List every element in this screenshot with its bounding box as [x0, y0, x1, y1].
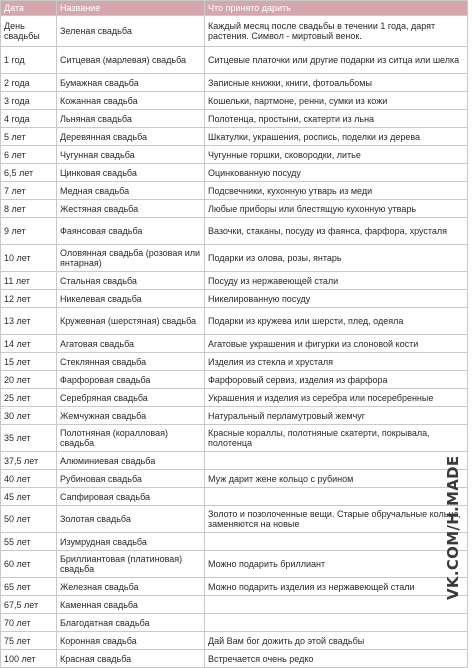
row-name-cell: Полотняная (коралловая) свадьба	[57, 425, 205, 452]
row-date-cell: 4 года	[1, 110, 57, 128]
row-date-cell: 8 лет	[1, 200, 57, 218]
table-row	[1, 110, 468, 128]
table-row	[1, 164, 468, 182]
table-row	[1, 578, 468, 596]
row-name-cell: Благодатная свадьба	[57, 614, 205, 632]
watermark-text: VK.COM/H.MADE	[444, 455, 462, 600]
row-gift-cell: Вазочки, стаканы, посуду из фаянса, фарфора, хрусталя	[205, 218, 468, 245]
table-row	[1, 128, 468, 146]
row-gift-cell: Муж дарит жене кольцо с рубином	[205, 470, 468, 488]
row-name-cell: Никелевая свадьба	[57, 290, 205, 308]
row-name-cell: Золотая свадьба	[57, 506, 205, 533]
row-gift-cell: Любые приборы или блестящую кухонную утварь	[205, 200, 468, 218]
row-name-cell: Стеклянная свадьба	[57, 353, 205, 371]
table-row	[1, 92, 468, 110]
row-date-cell: 12 лет	[1, 290, 57, 308]
row-gift-cell: Золото и позолоченные вещи. Старые обручальные кольца, заменяются на новые	[205, 506, 468, 533]
table-row	[1, 506, 468, 533]
table-row	[1, 425, 468, 452]
table-row	[1, 488, 468, 506]
table-row	[1, 308, 468, 335]
table-row	[1, 272, 468, 290]
row-gift-cell: Записные книжки, книги, фотоальбомы	[205, 74, 468, 92]
row-date-cell: 6,5 лет	[1, 164, 57, 182]
row-gift-cell: Никелированную посуду	[205, 290, 468, 308]
row-name-cell: Медная свадьба	[57, 182, 205, 200]
row-date-cell: 67,5 лет	[1, 596, 57, 614]
row-name-cell: Сапфировая свадьба	[57, 488, 205, 506]
row-gift-cell	[205, 488, 468, 506]
row-name-cell: Красная свадьба	[57, 650, 205, 668]
row-gift-cell: Кошельки, партмоне, ренни, сумки из кожи	[205, 92, 468, 110]
row-name-cell: Бриллиантовая (платиновая) свадьба	[57, 551, 205, 578]
row-date-cell: 15 лет	[1, 353, 57, 371]
row-gift-cell: Изделия из стекла и хрусталя	[205, 353, 468, 371]
table-row	[1, 47, 468, 74]
row-date-cell: 75 лет	[1, 632, 57, 650]
row-date-cell: 20 лет	[1, 371, 57, 389]
row-gift-cell: Украшения и изделия из серебра или посеребренные	[205, 389, 468, 407]
table-row	[1, 470, 468, 488]
table-row	[1, 371, 468, 389]
row-name-cell: Агатовая свадьба	[57, 335, 205, 353]
row-name-cell: Кружевная (шерстяная) свадьба	[57, 308, 205, 335]
row-date-cell: 65 лет	[1, 578, 57, 596]
row-gift-cell: Каждый месяц после свадьбы в течении 1 года, дарят растения. Символ - миртовый венок.	[205, 16, 468, 47]
row-date-cell: 45 лет	[1, 488, 57, 506]
row-gift-cell: Можно подарить изделия из нержавеющей стали	[205, 578, 468, 596]
table-row	[1, 650, 468, 668]
table-row	[1, 353, 468, 371]
table-row	[1, 218, 468, 245]
row-name-cell: Чугунная свадьба	[57, 146, 205, 164]
row-name-cell: Фарфоровая свадьба	[57, 371, 205, 389]
row-name-cell: Зеленая свадьба	[57, 16, 205, 47]
table-row	[1, 335, 468, 353]
table-row	[1, 596, 468, 614]
table-row	[1, 407, 468, 425]
table-row	[1, 16, 468, 47]
row-name-cell: Коронная свадьба	[57, 632, 205, 650]
table-row	[1, 200, 468, 218]
row-date-cell: 1 год	[1, 47, 57, 74]
table-row	[1, 290, 468, 308]
row-name-cell: Ситцевая (марлевая) свадьба	[57, 47, 205, 74]
row-date-cell: 11 лет	[1, 272, 57, 290]
row-name-cell: Бумажная свадьба	[57, 74, 205, 92]
row-gift-cell	[205, 452, 468, 470]
row-gift-cell: Встречается очень редко	[205, 650, 468, 668]
row-gift-cell: Подсвечники, кухонную утварь из меди	[205, 182, 468, 200]
column-header-name: Название	[57, 1, 205, 16]
row-gift-cell: Можно подарить бриллиант	[205, 551, 468, 578]
row-date-cell: 50 лет	[1, 506, 57, 533]
table-row	[1, 182, 468, 200]
row-date-cell: 100 лет	[1, 650, 57, 668]
row-date-cell: 7 лет	[1, 182, 57, 200]
table-row	[1, 614, 468, 632]
row-date-cell: 35 лет	[1, 425, 57, 452]
row-gift-cell	[205, 614, 468, 632]
row-name-cell: Железная свадьба	[57, 578, 205, 596]
row-gift-cell: Красные кораллы, полотняные скатерти, покрывала, полотенца	[205, 425, 468, 452]
row-name-cell: Фаянсовая свадьба	[57, 218, 205, 245]
row-gift-cell	[205, 596, 468, 614]
watermark	[436, 440, 472, 600]
row-name-cell: Цинковая свадьба	[57, 164, 205, 182]
row-gift-cell: Фарфоровый сервиз, изделия из фарфора	[205, 371, 468, 389]
row-date-cell: 3 года	[1, 92, 57, 110]
row-name-cell: Серебряная свадьба	[57, 389, 205, 407]
row-gift-cell: Агатовые украшения и фигурки из слоновой кости	[205, 335, 468, 353]
row-name-cell: Стальная свадьба	[57, 272, 205, 290]
row-date-cell: 10 лет	[1, 245, 57, 272]
row-gift-cell: Полотенца, простыни, скатерти из льна	[205, 110, 468, 128]
row-name-cell: Изумрудная свадьба	[57, 533, 205, 551]
row-name-cell: Оловянная свадьба (розовая или янтарная)	[57, 245, 205, 272]
row-name-cell: Льняная свадьба	[57, 110, 205, 128]
row-name-cell: Каменная свадьба	[57, 596, 205, 614]
row-gift-cell: Шкатулки, украшения, роспись, поделки из дерева	[205, 128, 468, 146]
table-row	[1, 551, 468, 578]
column-header-date: Дата	[1, 1, 57, 16]
row-gift-cell: Посуду из нержавеющей стали	[205, 272, 468, 290]
row-gift-cell: Ситцевые платочки или другие подарки из ситца или шелка	[205, 47, 468, 74]
row-date-cell: 9 лет	[1, 218, 57, 245]
row-name-cell: Кожанная свадьба	[57, 92, 205, 110]
table-row	[1, 452, 468, 470]
table-row	[1, 533, 468, 551]
row-gift-cell	[205, 533, 468, 551]
row-date-cell: День свадьбы	[1, 16, 57, 47]
row-date-cell: 40 лет	[1, 470, 57, 488]
table-row	[1, 245, 468, 272]
row-gift-cell: Натуральный перламутровый жемчуг	[205, 407, 468, 425]
row-date-cell: 13 лет	[1, 308, 57, 335]
row-date-cell: 70 лет	[1, 614, 57, 632]
table-row	[1, 632, 468, 650]
row-date-cell: 5 лет	[1, 128, 57, 146]
row-name-cell: Жестяная свадьба	[57, 200, 205, 218]
row-name-cell: Алюминиевая свадьба	[57, 452, 205, 470]
row-date-cell: 55 лет	[1, 533, 57, 551]
row-name-cell: Жемчужная свадьба	[57, 407, 205, 425]
row-date-cell: 37,5 лет	[1, 452, 57, 470]
row-date-cell: 14 лет	[1, 335, 57, 353]
table-header-row	[1, 1, 468, 16]
row-date-cell: 30 лет	[1, 407, 57, 425]
row-date-cell: 60 лет	[1, 551, 57, 578]
row-gift-cell: Подарки из кружева или шерсти, плед, одеяла	[205, 308, 468, 335]
row-date-cell: 25 лет	[1, 389, 57, 407]
row-name-cell: Рубиновая свадьба	[57, 470, 205, 488]
table-row	[1, 389, 468, 407]
row-gift-cell: Чугунные горшки, сковородки, литье	[205, 146, 468, 164]
column-header-gift: Что принято дарить	[205, 1, 468, 16]
row-gift-cell: Подарки из олова, розы, янтарь	[205, 245, 468, 272]
row-gift-cell: Оцинкованную посуду	[205, 164, 468, 182]
table-row	[1, 74, 468, 92]
row-date-cell: 6 лет	[1, 146, 57, 164]
row-date-cell: 2 года	[1, 74, 57, 92]
row-gift-cell: Дай Вам бог дожить до этой свадьбы	[205, 632, 468, 650]
row-name-cell: Деревянная свадьба	[57, 128, 205, 146]
table-row	[1, 146, 468, 164]
